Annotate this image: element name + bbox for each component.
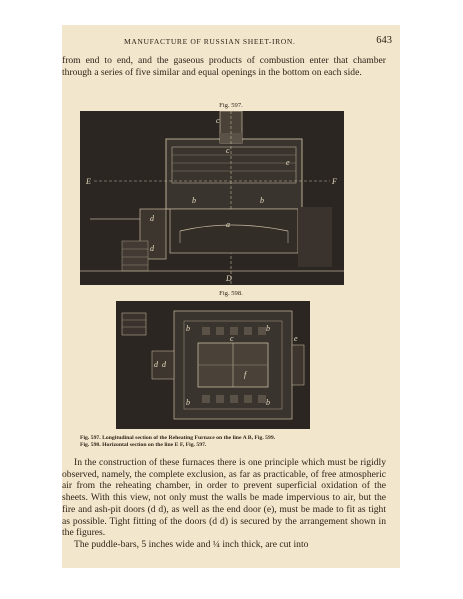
figure-598-drawing bbox=[116, 301, 310, 429]
fig597-letter-a: a bbox=[226, 220, 230, 229]
caption-line-597: Fig. 597. Longitudinal section of the Reheating Furnace on the line A B, Fig. 599. bbox=[80, 435, 276, 441]
body-paragraph-continued: The puddle-bars, 5 inches wide and ¼ inch thick, are cut into bbox=[74, 538, 309, 550]
fig597-letter-b-right: b bbox=[260, 196, 264, 205]
caption-line-598: Fig. 598. Horizontal section on the line E F, Fig. 597. bbox=[80, 441, 207, 448]
fig598-letter-b-bottom-right: b bbox=[266, 398, 270, 407]
body-text bbox=[62, 457, 386, 551]
figure-597-label: Fig. 597. bbox=[219, 102, 243, 109]
fig598-letter-b-top-left: b bbox=[186, 324, 190, 333]
fig598-letter-b-bottom-left: b bbox=[186, 398, 190, 407]
figure-597-longitudinal-section bbox=[80, 111, 344, 285]
fig597-letter-d-lower: d bbox=[150, 244, 154, 253]
figure-caption bbox=[80, 435, 386, 448]
figure-598-label: Fig. 598. bbox=[219, 290, 243, 297]
body-paragraph: In the construction of these furnaces there is one principle which must be rigidly observed, namely, the complete exclusion, as far as practicable, of free atmospheric air from the reheating chamber, in order to prevent superficial oxidation of the sheets. With this view, not only must the walls be made impervious to air, but the fire and ash-pit doors (d d), as well as the end door (e), must be made to fit as tight as possible. Tight fitting of the doors (d d) is secured by the arrangement shown in the figures. bbox=[62, 457, 386, 539]
fig598-letter-c: c bbox=[230, 334, 234, 343]
page-number: 643 bbox=[376, 35, 392, 46]
intro-text: from end to end, and the gaseous products of combustion enter that chamber through a series of five similar and equal openings in the bottom on each side. bbox=[62, 55, 386, 78]
intro-paragraph bbox=[62, 55, 386, 78]
fig597-letter-d-upper: d bbox=[150, 214, 154, 223]
fig598-letter-d-right: d bbox=[162, 360, 166, 369]
page-header bbox=[62, 37, 400, 49]
book-page bbox=[62, 25, 400, 568]
fig597-letter-c: c bbox=[226, 146, 230, 155]
figure-597-drawing bbox=[80, 111, 344, 285]
fig598-letter-d-left: d bbox=[154, 360, 158, 369]
fig597-letter-D: D bbox=[226, 274, 232, 283]
fig597-letter-F: F bbox=[332, 177, 337, 186]
fig597-letter-E: E bbox=[86, 177, 91, 186]
fig597-letter-e: e bbox=[286, 158, 290, 167]
fig598-letter-f: f bbox=[244, 370, 247, 379]
fig597-letter-b-left: b bbox=[192, 196, 196, 205]
figure-598-horizontal-section bbox=[116, 301, 310, 429]
fig598-letter-b-top-right: b bbox=[266, 324, 270, 333]
fig597-letter-c-top: c bbox=[216, 116, 220, 125]
running-title: MANUFACTURE OF RUSSIAN SHEET-IRON. bbox=[124, 37, 296, 46]
fig598-letter-e: e bbox=[294, 334, 298, 343]
